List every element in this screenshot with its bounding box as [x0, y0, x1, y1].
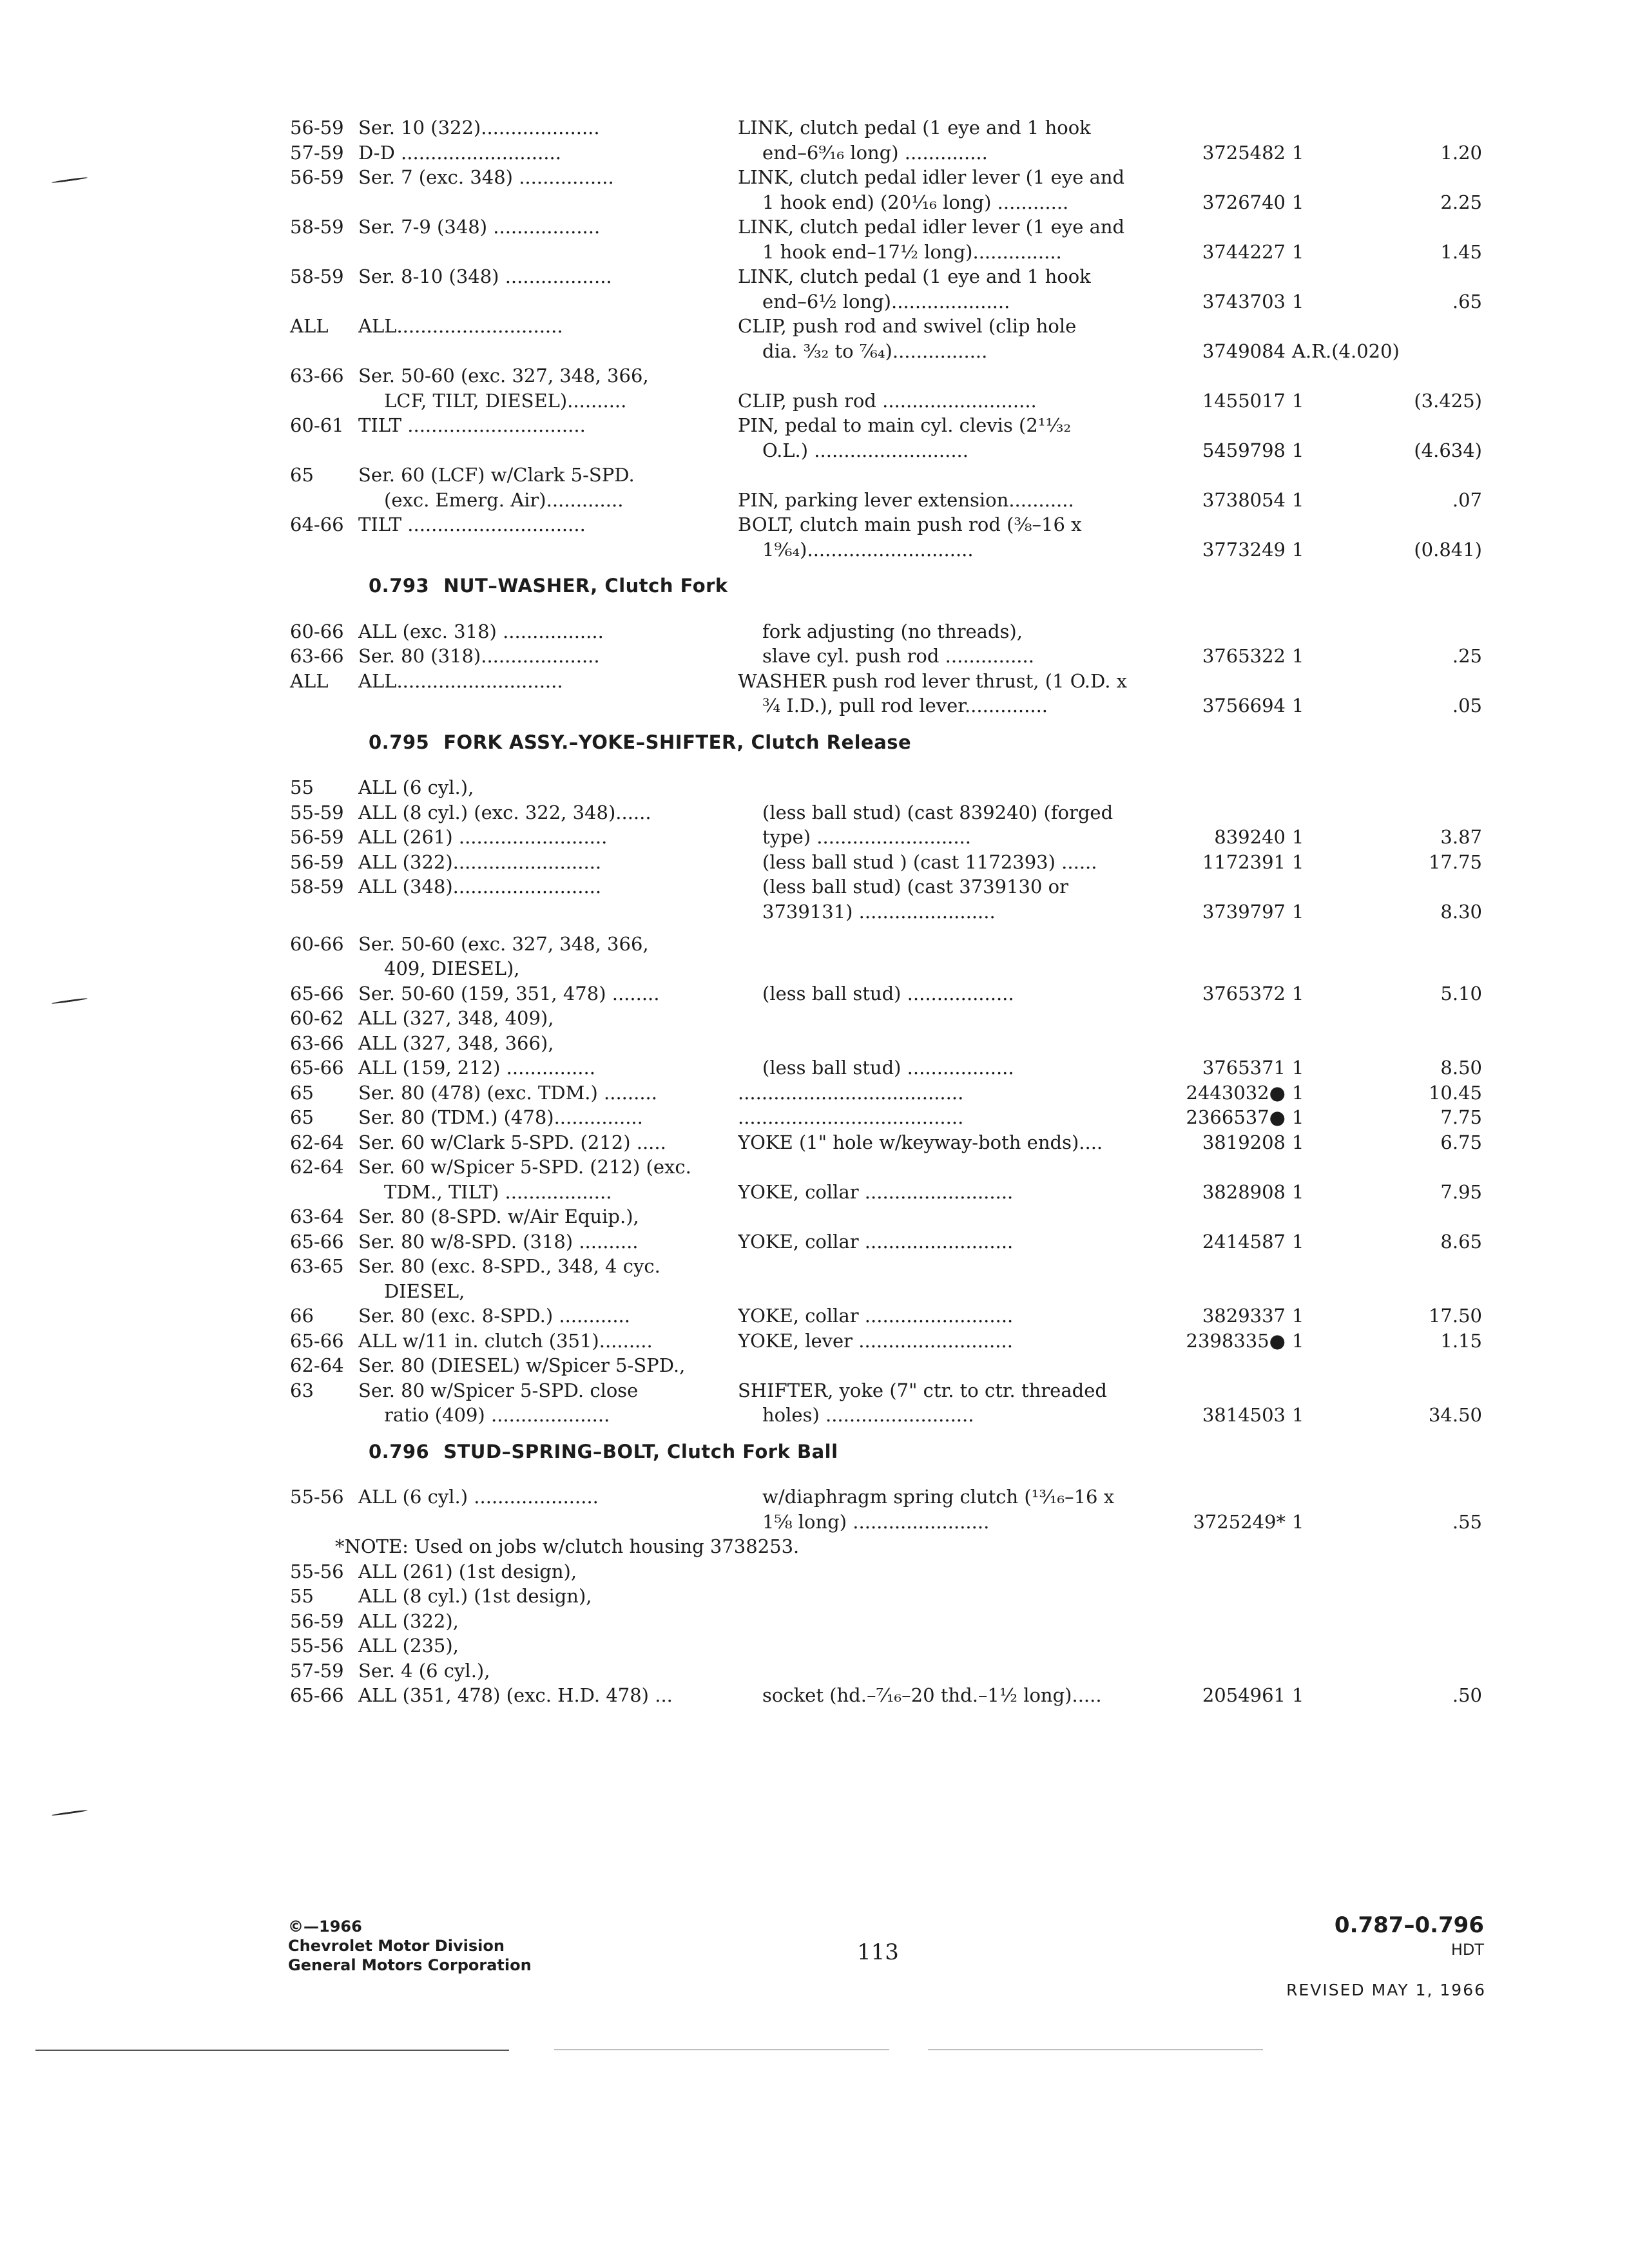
- table-row: [0, 874, 1629, 899]
- part-number: 3739797: [1202, 900, 1286, 923]
- table-row: [0, 1229, 1629, 1254]
- list-price: 17.50: [1428, 1305, 1482, 1327]
- model-years: 63-66: [290, 1032, 344, 1054]
- table-row: [0, 1104, 1629, 1130]
- model-application: LCF, TILT, DIESEL)..........: [384, 389, 627, 412]
- model-application: Ser. 8-10 (348) ..................: [358, 265, 612, 287]
- model-application: ALL (exc. 318) .................: [358, 620, 604, 642]
- quantity: 1: [1292, 900, 1304, 923]
- model-application: Ser. 50-60 (exc. 327, 348, 366,: [358, 932, 649, 955]
- model-years: 63: [290, 1379, 314, 1401]
- model-application: Ser. 80 (exc. 8-SPD., 348, 4 cyc.: [358, 1255, 660, 1278]
- model-application: ALL (235),: [358, 1635, 459, 1657]
- part-number: 3726740: [1202, 191, 1286, 213]
- table-row: [0, 899, 1629, 925]
- table-row: [0, 1179, 1629, 1205]
- model-years: 56-59: [290, 166, 344, 188]
- part-number: 2414587: [1202, 1230, 1286, 1253]
- part-description: YOKE, collar .........................: [738, 1180, 1014, 1203]
- model-application: ALL (159, 212) ...............: [358, 1057, 595, 1079]
- list-price: 8.65: [1440, 1230, 1482, 1253]
- model-years: 65: [290, 1106, 314, 1129]
- table-row: [0, 1154, 1629, 1180]
- section-heading: [369, 1441, 838, 1463]
- model-years: 65-66: [290, 1684, 344, 1707]
- model-years: 65-66: [290, 1057, 344, 1079]
- part-number: 3765372: [1202, 982, 1286, 1004]
- copyright: ©—1966: [288, 1917, 362, 1936]
- part-description: end–6⁹⁄₁₆ long) ..............: [762, 141, 988, 164]
- part-description: (less ball stud) (cast 839240) (forged: [762, 801, 1113, 823]
- bottom-rule: [35, 2050, 509, 2051]
- quantity: 1: [1292, 191, 1304, 213]
- part-number: 2054961: [1202, 1684, 1286, 1707]
- model-years: 65: [290, 1081, 314, 1104]
- model-application: ALL (348).........................: [358, 876, 602, 898]
- publisher-block: [288, 1917, 532, 1975]
- part-number: 2366537●: [1186, 1106, 1286, 1129]
- part-number: 3743703: [1202, 290, 1286, 312]
- model-application: Ser. 4 (6 cyl.),: [358, 1659, 490, 1682]
- part-description: end–6½ long)....................: [762, 290, 1010, 312]
- model-application: ALL............................: [358, 669, 563, 692]
- list-price: .55: [1452, 1510, 1482, 1533]
- list-price: 3.87: [1440, 826, 1482, 849]
- corporation: General Motors Corporation: [288, 1956, 532, 1974]
- model-application: (exc. Emerg. Air).............: [384, 488, 624, 511]
- quantity: 1: [1292, 826, 1304, 849]
- quantity: 1: [1292, 1510, 1304, 1533]
- model-years: 55-56: [290, 1635, 344, 1657]
- table-row: [0, 363, 1629, 389]
- model-years: 65-66: [290, 982, 344, 1004]
- table-row: [0, 214, 1629, 240]
- model-application: ALL (8 cyl.) (1st design),: [358, 1585, 592, 1608]
- part-description: 3739131) .......................: [762, 900, 996, 923]
- section-heading: [369, 731, 911, 753]
- model-application: Ser. 80 (318)....................: [358, 645, 600, 668]
- part-number: 1172391: [1202, 850, 1286, 873]
- model-application: Ser. 7 (exc. 348) ................: [358, 166, 614, 188]
- quantity: 1: [1292, 1131, 1304, 1153]
- model-years: 56-59: [290, 826, 344, 849]
- model-years: 56-59: [290, 117, 344, 139]
- table-row: [0, 537, 1629, 562]
- quantity: A.R.(4.020): [1292, 340, 1400, 362]
- model-years: 63-64: [290, 1206, 344, 1228]
- part-number: 3819208: [1202, 1131, 1286, 1153]
- model-years: 62-64: [290, 1156, 344, 1178]
- table-row: [0, 1055, 1629, 1081]
- model-application: D-D ...........................: [358, 141, 561, 164]
- model-years: 60-62: [290, 1007, 344, 1030]
- model-years: 56-59: [290, 850, 344, 873]
- table-row: [0, 693, 1629, 718]
- part-description: LINK, clutch pedal (1 eye and 1 hook: [738, 265, 1091, 287]
- model-years: 58-59: [290, 216, 344, 238]
- quantity: 1: [1292, 1057, 1304, 1079]
- part-description: ......................................: [738, 1081, 964, 1104]
- part-number: 3828908: [1202, 1180, 1286, 1203]
- quantity: 1: [1292, 645, 1304, 668]
- model-years: 55-56: [290, 1560, 344, 1582]
- table-row: [0, 437, 1629, 463]
- part-description: (less ball stud ) (cast 1172393) ......: [762, 850, 1097, 873]
- part-description: 1⁹⁄₆₄)............................: [762, 538, 974, 561]
- list-price: .07: [1452, 488, 1482, 511]
- model-years: 64-66: [290, 514, 344, 535]
- part-number: 5459798: [1202, 439, 1286, 461]
- list-price: 7.95: [1440, 1180, 1482, 1203]
- model-application: Ser. 50-60 (159, 351, 478) ........: [358, 982, 660, 1004]
- list-price: .65: [1452, 290, 1482, 312]
- model-years: 58-59: [290, 876, 344, 898]
- part-description: 1⅝ long) .......................: [762, 1510, 990, 1533]
- model-years: 63-66: [290, 365, 344, 387]
- page-number: 113: [857, 1939, 899, 1965]
- model-application: ALL (327, 348, 409),: [358, 1007, 554, 1030]
- list-price: (4.634): [1414, 439, 1482, 461]
- table-row: [0, 239, 1629, 265]
- list-price: (3.425): [1414, 389, 1482, 412]
- list-price: 1.45: [1440, 240, 1482, 263]
- model-application: ALL (322),: [358, 1610, 459, 1632]
- part-number: 3773249: [1202, 538, 1286, 561]
- model-application: Ser. 80 w/8-SPD. (318) ..........: [358, 1230, 639, 1253]
- part-description: ......................................: [738, 1106, 964, 1129]
- table-row: [0, 1378, 1629, 1403]
- model-years: 55-56: [290, 1486, 344, 1508]
- part-number: 839240: [1214, 826, 1286, 849]
- revision-date: REVISED MAY 1, 1966: [1286, 1981, 1486, 1999]
- table-row: [0, 1484, 1629, 1510]
- table-row: [0, 824, 1629, 850]
- quantity: 1: [1292, 1404, 1304, 1427]
- part-number: 3725482: [1202, 141, 1286, 164]
- quantity: 1: [1292, 141, 1304, 164]
- quantity: 1: [1292, 1230, 1304, 1253]
- model-application: Ser. 80 (exc. 8-SPD.) ............: [358, 1305, 630, 1327]
- table-row: [0, 1682, 1629, 1708]
- table-row: [0, 800, 1629, 825]
- group-range-block: [1335, 1912, 1484, 1959]
- table-row: [0, 1402, 1629, 1428]
- table-row: [0, 388, 1629, 414]
- model-application: ALL (261) .........................: [358, 826, 608, 849]
- model-years: 55: [290, 1585, 314, 1608]
- quantity: 1: [1292, 850, 1304, 873]
- table-row: [0, 643, 1629, 669]
- list-price: 8.30: [1440, 900, 1482, 923]
- quantity: 1: [1292, 982, 1304, 1004]
- model-application: Ser. 80 (478) (exc. TDM.) .........: [358, 1081, 657, 1104]
- table-row: [0, 1328, 1629, 1354]
- table-row: [0, 462, 1629, 488]
- model-years: 65-66: [290, 1230, 344, 1253]
- table-row: [0, 1559, 1629, 1584]
- section-number: 0.795: [369, 731, 430, 753]
- model-application: TDM., TILT) ..................: [384, 1180, 612, 1203]
- model-years: ALL: [290, 315, 329, 337]
- table-row: [0, 1253, 1629, 1279]
- model-application: Ser. 10 (322)....................: [358, 117, 600, 139]
- model-years: 57-59: [290, 1659, 344, 1682]
- model-years: 63-65: [290, 1255, 344, 1278]
- part-description: WASHER push rod lever thrust, (1 O.D. x: [738, 669, 1128, 692]
- list-price: 7.75: [1440, 1106, 1482, 1129]
- part-number: 3765371: [1202, 1057, 1286, 1079]
- table-row: [0, 1658, 1629, 1684]
- list-price: .50: [1452, 1684, 1482, 1707]
- model-application: Ser. 60 w/Spicer 5-SPD. (212) (exc.: [358, 1156, 691, 1178]
- model-years: 55: [290, 776, 314, 799]
- table-row: [0, 774, 1629, 800]
- part-description: LINK, clutch pedal (1 eye and 1 hook: [738, 117, 1091, 139]
- part-number: 2443032●: [1186, 1081, 1286, 1104]
- part-description: type) ..........................: [762, 826, 971, 849]
- model-application: Ser. 80 (TDM.) (478)...............: [358, 1106, 643, 1129]
- part-description: 1 hook end) (20¹⁄₁₆ long) ............: [762, 191, 1069, 213]
- model-application: TILT ..............................: [358, 514, 586, 535]
- part-description: (less ball stud) ..................: [762, 982, 1014, 1004]
- part-number: 1455017: [1202, 389, 1286, 412]
- model-application: Ser. 7-9 (348) ..................: [358, 216, 601, 238]
- list-price: 1.15: [1440, 1329, 1482, 1352]
- list-price: .05: [1452, 695, 1482, 717]
- table-row: [0, 338, 1629, 364]
- model-application: Ser. 80 (8-SPD. w/Air Equip.),: [358, 1206, 639, 1228]
- table-row: [0, 1204, 1629, 1229]
- part-description: SHIFTER, yoke (7" ctr. to ctr. threaded: [738, 1379, 1107, 1401]
- model-application: *NOTE: Used on jobs w/clutch housing 3738253.: [335, 1535, 800, 1558]
- model-application: ALL (6 cyl.) .....................: [358, 1486, 599, 1508]
- table-row: [0, 1633, 1629, 1658]
- model-application: ALL w/11 in. clutch (351).........: [358, 1329, 653, 1352]
- quantity: 1: [1292, 1081, 1304, 1104]
- model-application: ALL (322).........................: [358, 850, 602, 873]
- part-description: LINK, clutch pedal idler lever (1 eye and: [738, 166, 1125, 188]
- model-years: 62-64: [290, 1131, 344, 1153]
- model-years: 55-59: [290, 801, 344, 823]
- quantity: 1: [1292, 1329, 1304, 1352]
- model-years: 60-66: [290, 932, 344, 955]
- table-row: [0, 956, 1629, 981]
- list-price: 2.25: [1440, 191, 1482, 213]
- part-description: holes) .........................: [762, 1404, 974, 1427]
- part-description: LINK, clutch pedal idler lever (1 eye and: [738, 216, 1125, 238]
- model-application: ALL (6 cyl.),: [358, 776, 474, 799]
- table-row: [0, 619, 1629, 644]
- list-price: 10.45: [1428, 1081, 1482, 1104]
- group-range: 0.787–0.796: [1334, 1912, 1484, 1938]
- table-row: [0, 1129, 1629, 1155]
- quantity: 1: [1292, 1180, 1304, 1203]
- part-description: CLIP, push rod ..........................: [738, 389, 1037, 412]
- section-number: 0.796: [369, 1440, 430, 1463]
- model-application: ALL (351, 478) (exc. H.D. 478) ...: [358, 1684, 673, 1707]
- model-years: 60-61: [290, 414, 344, 436]
- part-description: O.L.) ..........................: [762, 439, 969, 461]
- part-description: YOKE, collar .........................: [738, 1305, 1014, 1327]
- part-description: dia. ³⁄₃₂ to ⁷⁄₆₄)................: [762, 340, 988, 362]
- table-row: [0, 1583, 1629, 1609]
- part-description: slave cyl. push rod ...............: [762, 645, 1034, 668]
- model-application: ALL............................: [358, 315, 563, 337]
- part-description: (less ball stud) ..................: [762, 1057, 1014, 1079]
- quantity: 1: [1292, 488, 1304, 511]
- model-years: 65: [290, 464, 314, 486]
- part-description: (less ball stud) (cast 3739130 or: [762, 876, 1068, 898]
- part-description: 1 hook end–17½ long)...............: [762, 240, 1062, 263]
- part-number: 2398335●: [1186, 1329, 1286, 1352]
- part-description: BOLT, clutch main push rod (³⁄₈–16 x: [738, 514, 1082, 535]
- section-heading: [369, 575, 728, 597]
- model-application: Ser. 50-60 (exc. 327, 348, 366,: [358, 365, 649, 387]
- list-price: 17.75: [1428, 850, 1482, 873]
- quantity: 1: [1292, 1684, 1304, 1707]
- list-price: .25: [1452, 645, 1482, 668]
- model-application: Ser. 80 (DIESEL) w/Spicer 5-SPD.,: [358, 1354, 686, 1377]
- part-number: 3765322: [1202, 645, 1286, 668]
- model-years: 63-66: [290, 645, 344, 668]
- part-description: socket (hd.–⁷⁄₁₆–20 thd.–1½ long).....: [762, 1684, 1102, 1707]
- part-description: ¾ I.D.), pull rod lever..............: [762, 695, 1048, 717]
- table-row: [0, 512, 1629, 537]
- table-row: [0, 1533, 1629, 1559]
- table-row: [0, 289, 1629, 314]
- model-application: TILT ..............................: [358, 414, 586, 436]
- model-application: DIESEL,: [384, 1280, 465, 1302]
- table-row: [0, 849, 1629, 875]
- model-years: 62-64: [290, 1354, 344, 1377]
- part-number: 3749084: [1202, 340, 1286, 362]
- model-years: 57-59: [290, 141, 344, 164]
- model-application: Ser. 60 w/Clark 5-SPD. (212) .....: [358, 1131, 666, 1153]
- list-price: 34.50: [1428, 1404, 1482, 1427]
- model-application: 409, DIESEL),: [384, 957, 520, 980]
- model-application: ALL (8 cyl.) (exc. 322, 348)......: [358, 801, 651, 823]
- table-row: [0, 164, 1629, 190]
- quantity: 1: [1292, 1106, 1304, 1129]
- quantity: 1: [1292, 695, 1304, 717]
- table-row: [0, 1030, 1629, 1056]
- list-price: 8.50: [1440, 1057, 1482, 1079]
- model-application: ALL (261) (1st design),: [358, 1560, 577, 1582]
- quantity: 1: [1292, 290, 1304, 312]
- table-row: [0, 981, 1629, 1006]
- table-row: [0, 313, 1629, 339]
- part-description: fork adjusting (no threads),: [762, 620, 1023, 642]
- table-row: [0, 1005, 1629, 1031]
- part-number: 3744227: [1202, 240, 1286, 263]
- model-application: Ser. 80 w/Spicer 5-SPD. close: [358, 1379, 639, 1401]
- quantity: 1: [1292, 439, 1304, 461]
- table-row: [0, 1352, 1629, 1378]
- model-application: ALL (327, 348, 366),: [358, 1032, 554, 1054]
- catalog-code: HDT: [1451, 1941, 1484, 1959]
- table-row: [0, 931, 1629, 957]
- part-description: w/diaphragm spring clutch (¹³⁄₁₆–16 x: [762, 1486, 1115, 1508]
- table-row: [0, 1608, 1629, 1634]
- part-number: 3756694: [1202, 695, 1286, 717]
- model-years: 65-66: [290, 1329, 344, 1352]
- list-price: 6.75: [1440, 1131, 1482, 1153]
- part-description: PIN, pedal to main cyl. clevis (2¹¹⁄₃₂: [738, 414, 1072, 436]
- quantity: 1: [1292, 1305, 1304, 1327]
- table-row: [0, 668, 1629, 694]
- list-price: (0.841): [1414, 538, 1482, 561]
- table-row: [0, 1509, 1629, 1535]
- section-title: FORK ASSY.–YOKE–SHIFTER, Clutch Release: [443, 731, 912, 753]
- model-application: Ser. 60 (LCF) w/Clark 5-SPD.: [358, 464, 635, 486]
- quantity: 1: [1292, 538, 1304, 561]
- section-title: STUD–SPRING–BOLT, Clutch Fork Ball: [443, 1440, 838, 1463]
- list-price: 1.20: [1440, 141, 1482, 164]
- model-application: ratio (409) ....................: [384, 1404, 610, 1427]
- section-title: NUT–WASHER, Clutch Fork: [443, 575, 728, 597]
- part-description: YOKE, lever ..........................: [738, 1329, 1013, 1352]
- table-row: [0, 412, 1629, 438]
- table-row: [0, 189, 1629, 215]
- model-years: 56-59: [290, 1610, 344, 1632]
- model-years: 60-66: [290, 620, 344, 642]
- list-price: 5.10: [1440, 982, 1482, 1004]
- model-years: 58-59: [290, 265, 344, 287]
- table-row: [0, 1303, 1629, 1329]
- division: Chevrolet Motor Division: [288, 1937, 505, 1955]
- part-description: PIN, parking lever extension...........: [738, 488, 1074, 511]
- model-years: ALL: [290, 669, 329, 692]
- table-row: [0, 487, 1629, 513]
- quantity: 1: [1292, 389, 1304, 412]
- table-row: [0, 1080, 1629, 1106]
- section-number: 0.793: [369, 575, 430, 597]
- part-description: CLIP, push rod and swivel (clip hole: [738, 315, 1077, 337]
- table-row: [0, 1278, 1629, 1304]
- quantity: 1: [1292, 240, 1304, 263]
- part-description: YOKE, collar .........................: [738, 1230, 1014, 1253]
- model-years: 66: [290, 1305, 314, 1327]
- table-row: [0, 115, 1629, 140]
- part-number: 3814503: [1202, 1404, 1286, 1427]
- margin-mark: [52, 1809, 88, 1816]
- part-number: 3725249*: [1193, 1510, 1286, 1533]
- table-row: [0, 140, 1629, 166]
- part-number: 3829337: [1202, 1305, 1286, 1327]
- part-number: 3738054: [1202, 488, 1286, 511]
- table-row: [0, 264, 1629, 289]
- part-description: YOKE (1" hole w/keyway-both ends)....: [738, 1131, 1103, 1153]
